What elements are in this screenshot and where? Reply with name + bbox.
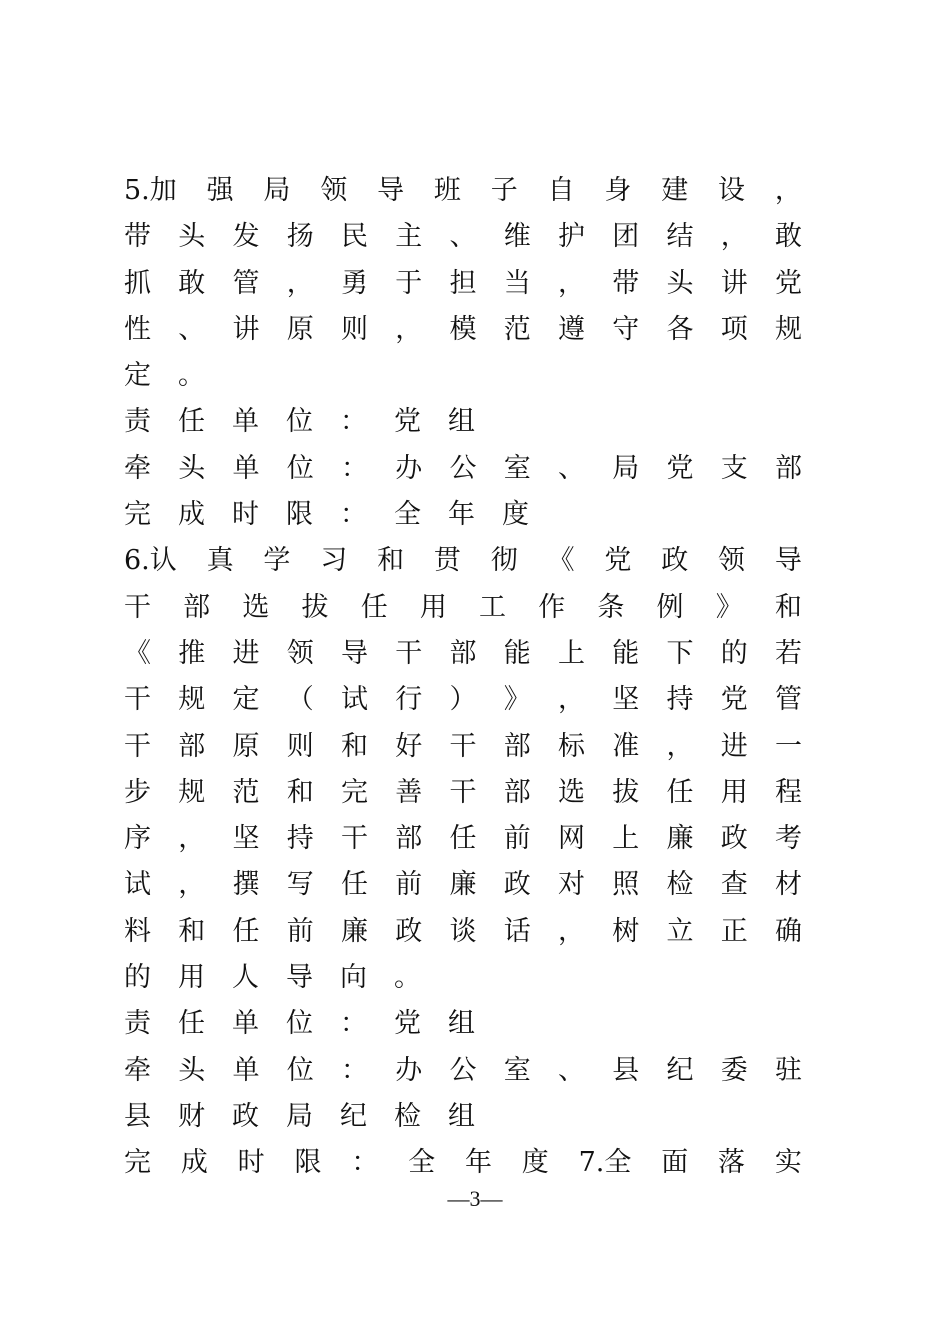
text-line: 性 、 讲 原 则 ， 模 范 遵 守 各 项 规 <box>124 313 802 345</box>
text-line: 定 。 <box>124 360 205 392</box>
text-line: 完 成 时 限 ： 全 年 度 <box>124 499 529 531</box>
text-line: 责 任 单 位 ： 党 组 <box>124 1008 475 1040</box>
text-line: 完 成 时 限 ： 全 年 度 7.全 面 落 实 <box>124 1147 802 1179</box>
document-body <box>124 168 802 1187</box>
page-number: —3— <box>447 1186 503 1211</box>
text-line: 牵 头 单 位 ： 办 公 室 、 县 纪 委 驻 <box>124 1054 802 1086</box>
text-line: 干 部 选 拔 任 用 工 作 条 例 》 和 <box>124 591 802 623</box>
text-line: 干 部 原 则 和 好 干 部 标 准 ， 进 一 <box>124 730 802 762</box>
text-line: 《 推 进 领 导 干 部 能 上 能 下 的 若 <box>124 637 802 669</box>
text-line: 6.认 真 学 习 和 贯 彻 《 党 政 领 导 <box>124 545 802 577</box>
text-line: 干 规 定 （ 试 行 ） 》 ， 坚 持 党 管 <box>124 684 802 716</box>
text-line: 责 任 单 位 ： 党 组 <box>124 406 475 438</box>
text-line: 步 规 范 和 完 善 干 部 选 拔 任 用 程 <box>124 776 802 808</box>
text-line: 5.加 强 局 领 导 班 子 自 身 建 设 ， <box>124 175 802 206</box>
text-line: 牵 头 单 位 ： 办 公 室 、 局 党 支 部 <box>124 452 802 484</box>
text-line: 带 头 发 扬 民 主 、 维 护 团 结 ， 敢 <box>124 221 802 253</box>
text-line: 料 和 任 前 廉 政 谈 话 ， 树 立 正 确 <box>124 915 802 947</box>
text-line: 试 ， 撰 写 任 前 廉 政 对 照 检 查 材 <box>124 869 802 901</box>
text-line: 抓 敢 管 ， 勇 于 担 当 ， 带 头 讲 党 <box>124 267 802 299</box>
text-line: 的 用 人 导 向 。 <box>124 962 421 994</box>
text-line: 序 ， 坚 持 干 部 任 前 网 上 廉 政 考 <box>124 823 802 855</box>
text-line: 县 财 政 局 纪 检 组 <box>124 1100 475 1132</box>
